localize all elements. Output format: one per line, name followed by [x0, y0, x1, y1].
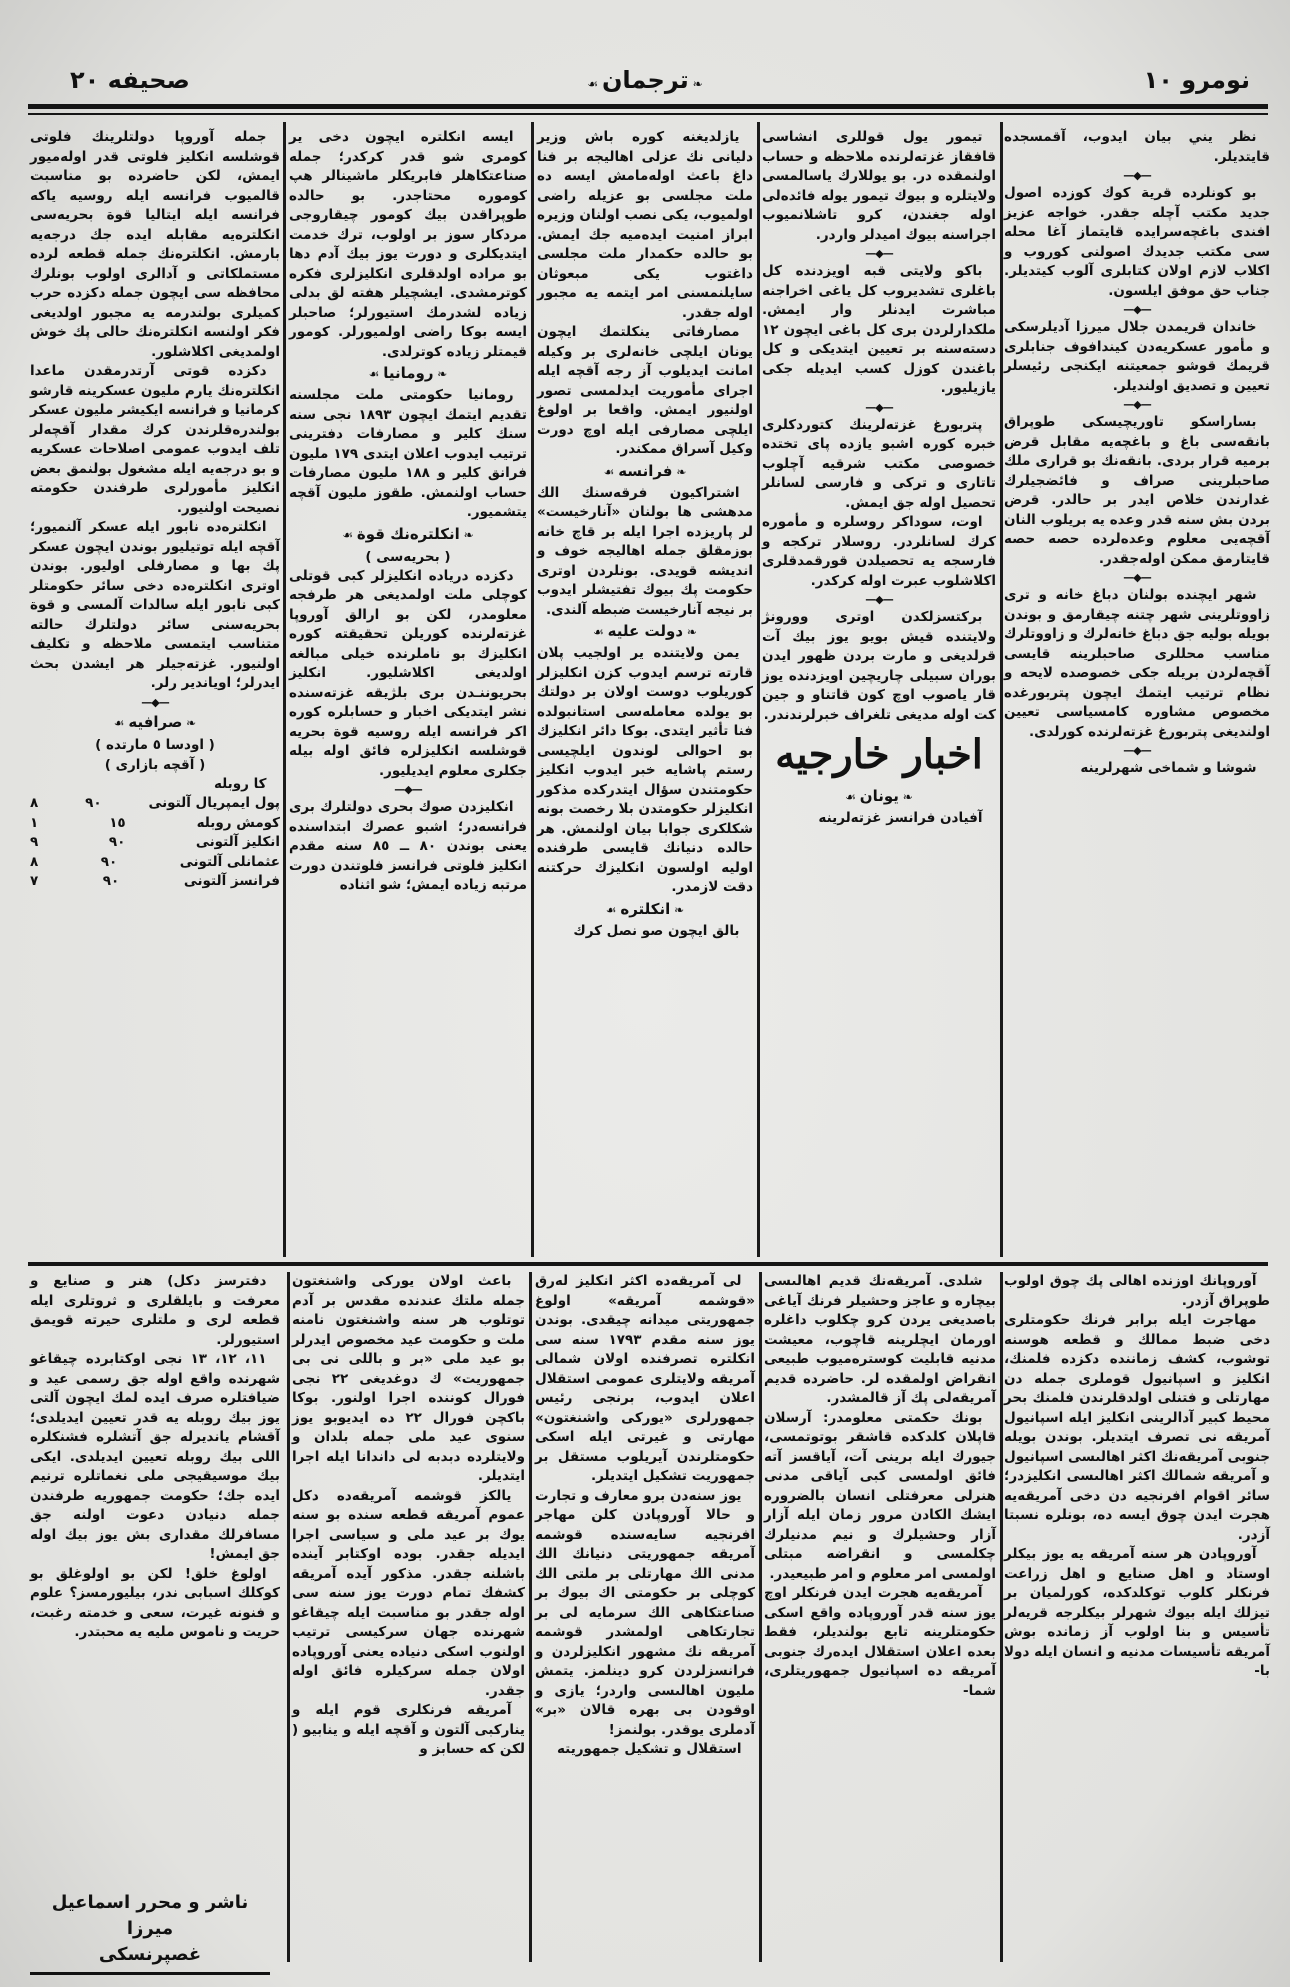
section-heading [762, 785, 996, 809]
separator-diamond-icon: —◆— [1123, 169, 1151, 182]
section-title: اخبار خارجيه [775, 731, 983, 778]
currency-name: عثمانلى آلتونى [179, 853, 280, 870]
ornament-icon: ☙ [605, 902, 621, 917]
paragraph: شهر ايچنده بولنان دباغ خانه و ترى زاووتلرينى شهر چتنه چيقارمق و بوندن بويله بوليه جق دباغ خانەلرك و زاووتلرك مناسب محللرى صاحبلرينه قايسى آقچەلردن بريله جكى خصوصده لايحه و نظام ترتيب ايتمك ايچون پتربورغده مخصوص مشاوره كامسياسى تعيين اولنديغى پتربورغ غزتەلرنده كورلدى. [1004, 587, 1270, 740]
section-subheading: ( بحريەسى ) [365, 548, 451, 565]
paragraph: رومانيا حكومتى ملت مجلسنه تقديم ايتمك ايچون ١٨٩٣ نجى سنه سنك كلير و مصارفات دفترينى ترتيب ايدوب اعلان ايتدى ١٧٩ مليون فرانق كلير و ١٨٨ مليون مصارفات حساب اولنمش. طقوز مليون آقچه يتشميور. [289, 387, 527, 520]
ornament-icon: ☙ [368, 367, 384, 381]
paragraph: آمريقەيه هجرت ايدن فرنكلر اوچ يوز سنه قدر آوروپاده واقع اسكى حكومتلرينه تابع بولنديلر، فقط بعده اعلان استقلال ايدەرك جنوبى آمريقه ده اسپانيول جمهوريتلرى، شما- [764, 1585, 996, 1699]
section-heading-text: رومانيا [383, 364, 434, 382]
section-heading [289, 523, 527, 547]
ornament-icon: ☙ [587, 77, 602, 91]
paragraph: جمله آوروپا دولتلرينك فلوتى قوشلسه انكليز فلوتى قدر اولەميور ايمش، لكن حاضرده بو مناسبت قالميوب فرانسه ايله روسيه ياكه فرانسه ايله ايتاليا قوة بحريەسى انكلترەيه مقابله ايده جك درجەيه بارمش. انكلترەنك جمله قطعه لرده مستملكاتى و آدالرى اولوب بونلرك محافظه سى ايچون جمله دكزده حرب كميلرى بولندرمه يه مجبور اولديغى فكر اولنسه انكلترەنك حالى پك خوش اولمديغى اكلاشلور. [30, 129, 280, 360]
article-column [537, 128, 753, 941]
paragraph: اوت، سوداكر روسلره و مأموره كرك لسانلردر. روسلار تركجه و فارسجه يه تحصيلدن قورقمدقلرى اكلاشلوب عبرت اوله كركدر. [762, 514, 996, 589]
paragraph: اشتراكيون فرقەسنك الك مدهشى ها بولنان «آنارخيست» لر پاريزده اجرا ايله بر قاچ خانه بوزمقلق جمله اهاليجه خوف و انديشه قويدى. بونلردن اوترى حكومت پك بيوك تفتيشلر ايدوب بر نيجه آنارخيست ضبطه آلندى. [537, 484, 753, 618]
signature-line-2: غصپرنسكى [98, 1944, 202, 1965]
paragraph: بالق ايچون صو نصل كرك [573, 922, 740, 939]
publisher-signature [30, 1890, 270, 1975]
article-column [30, 1272, 280, 1643]
exchange-rate-row [30, 872, 280, 892]
separator-diamond-icon: —◆— [1123, 398, 1151, 411]
separator-diamond-icon: —◆— [141, 695, 169, 709]
section-subheading: ( اودسا ٥ مارتده ) [95, 736, 215, 753]
currency-name: انكليز آلتونى [195, 834, 280, 850]
section-heading-text: فرانسه [618, 461, 673, 480]
currency-name: فرانسز آلتونى [183, 873, 280, 889]
ornament-icon: ☙ [342, 527, 357, 542]
rate-rubles: ٧ [30, 873, 39, 889]
rate-kopeks: ٩٠ [100, 853, 118, 870]
article-column [289, 128, 527, 896]
signature-rule [30, 1972, 270, 1975]
section-heading [30, 711, 280, 735]
article-column [292, 1272, 525, 1760]
paragraph: باكو ولايتى قبه اويزدنده كل باغلرى تشديروب كل ياغى اخراجنه مباشرت ايدنلر وار ايمش. ملكدارلردن برى كل باغى ايچون ١٢ دستەسنه بر تعيين ايتديكى و كل باغندن كوزل كسب ايديله جكى يازيليور. [762, 263, 996, 396]
paragraph: نظر يني بيان ايدوب، آقمسجده قايتديلر. [1004, 129, 1270, 165]
paragraph: شوشا و شماخى شهرلرينه [1080, 760, 1257, 776]
separator-diamond-icon: —◆— [1123, 303, 1151, 316]
rate-rubles: ٩ [30, 834, 39, 850]
paragraph: دفترسز دكل) هنر و صنايع و معرفت و بايلقلرى و ثروتلرى ايله قطعه لرى و ملتلرى حيرته قويمق استيورلر. [30, 1273, 280, 1348]
exchange-rate-row [30, 833, 280, 853]
paragraph: لى آمريقەده اكثر انكليز لەرق «قوشمه آمريقه» اولوغ جمهوريتى ميدانه چيقدى. بوندن يوز سنه مقدم ١٧٩٣ سنه سى انكلترە تصرفنده اولان شمالى آمريقه ولايتلرى عمومى استقلال اعلان ايدوب، برنجى رئيس جمهورلرى «يوركى واشنغتون» مهارتى و غيرتى ايله اسكى حكومتلرندن آيريلوب مستقل بر جمهوريت تشكيل ايتديلر. [535, 1273, 755, 1484]
masthead-title-text: ترجمان [601, 66, 689, 94]
page-number: صحيفه ٢٠ [70, 66, 190, 94]
paragraph: يمن ولايتنده ير اولجيب پلان قارته ترسم ايدوب كزن انكليزلر كوريلوب دوست اولان بر دولتك بو يولده معاملەسى استانبولده فنا تأثير ايتدى. بوكا دائر انكليزك بو احوالى لوندون ايلچيسى رستم پاشايه خبر ايدوب انكليز حكومتندن سؤال ايتدركده مذكور انكليزلر حكومتدن بلا رخصت بونه شكلكرى جوابا بيان اولنمش. هر حالده دنيانك قايسى طرفنده اوليه اولسون انكليزك حركتنه دقت لازمدر. [537, 645, 753, 895]
section-heading-text: يونان [859, 787, 899, 805]
paragraph: ايسه انكلتره ايچون دخى ير كومرى شو قدر كركدر؛ جمله صناعتكاهلر فابريكلر ماشينالر هپ كوموره محتاجدر. بو حالده طوپراقدن بيك كومور چيقاروجى مردكار سوز بر اولوب، ترك خدمت ايتديكلرى و دورت يوز بيك آدم دها بو مراده اولدقلرى انكليزلرى فكره كوترمشدى. ايشچيلر هفته لق بدلى زياده لشدرمك استيورلر؛ صاحبلر ايسه بوكا راضى اولميورلر. كومور قيمتلر زياده كوترلدى. [289, 129, 527, 360]
rate-kopeks: ٩٠ [102, 873, 120, 889]
masthead-title [0, 66, 1290, 106]
section-heading [537, 620, 753, 644]
paragraph: انكلترەده نابور ايله عسكر آلنميور؛ آقچه ايله توتيليور بوندن ايچون عسكر پك بها و مصارفلى اوليور. بوندن اوترى انكلترەده دخى سائر حكومتلر كبى نابور ايله سالدات آلمسى و قوة بحريەسنى سائر دولتلرك حالته متناسب ايتمسى ملاحظه و تكليف اولنيور. غزتەجيلر هر ايشدن بحث ايدرلر؛ اوياندير رلر. [30, 519, 280, 691]
rate-kopeks: ٩٠ [108, 834, 126, 850]
paragraph: آوروپادن هر سنه آمريقه يه يوز بيكلر اوستاد و اهل صنايع و اهل زراعت فرنكلر كلوب توكلدكده، كورلميان بر تيزلك ايله بيوك شهرلر بيكلرجه قريەلر تأسيس و بنا اولوب آز زمانده بوش آمريقه تأسيسات مدنيه و انسان ايله دولا با- [1004, 1546, 1270, 1679]
column-divider [283, 122, 286, 1257]
separator-diamond-icon: —◆— [865, 593, 893, 606]
currency-name: كومش روبله [196, 814, 280, 831]
paragraph: يوز سنەدن برو معارف و تجارت و حالا آوروپادن كلن مهاجر افرنجيه سايەسنده قوشمه آمريقه جمهوريتى دنيانك الك مدنى الك مهارتلى بر ملتى الك كوچلى بر حكومتى اك بيوك بر صناعتكاهى الك سرمايه لى بر تجارتكاهى اولمشدر قوشمه آمريقه نك مشهور انكليزلردن و فرانسزلردن كرو دينلمز. يتمش مليون اهالىسى واردر؛ يازى و اوقودن بى بهره قالان «بر» آدملرى يوقدر. بولنمز! [535, 1487, 755, 1738]
paragraph: آفيادن فرانسز غزتەلرينه [818, 810, 983, 826]
paragraph: كا روبله [213, 775, 267, 792]
signature-line-1: ناشر و محرر اسماعيل ميرزا [51, 1892, 249, 1939]
ornament-icon: ☙ [593, 625, 608, 639]
rate-kopeks: ١٥ [109, 814, 126, 831]
ornament-icon: ☙ [113, 715, 129, 730]
ornament-icon: ❧ [182, 715, 197, 730]
paragraph: ١١، ١٢، ١٣ نجى اوكتابرده چيقاغو شهرنده واقع اوله جق رسمى عيد و ضيافتلره صرف ايده لمك ايچون آلتى يوز بيك روبله يه قدر تعيين ايديلدى؛ آقشام يانديرله جق آتشلره فشنكلره اللى بيك روبله تعيين ايديلدى. ايكى بيك موسيقيجى ملى نغماتلره ترنيم ايده جك؛ حكومت جمهوريه طرفندن جمله دنيادن دعوت اولنه جق مسافرلك مقدارى بش يوز بيك اوله جق ايمش! [30, 1351, 280, 1562]
header-rule-bottom [28, 113, 1268, 115]
separator-diamond-icon: —◆— [1123, 571, 1151, 584]
ornament-icon: ❧ [683, 625, 697, 639]
paragraph: مهاجرت ايله برابر فرنك حكومتلرى دخى ضبط ممالك و قطعه هوسنه توشوب، كشف زماننده دكزده فلمنك، انكليز و اسپانيول قوملرى جمله دن مهارتلى و فتنلى اولدقلرندن فلمنك بحر محيط كبير آدالرينى انكليز ايله اسپانيول آمريقه نى تصرف ايتديلر. بوندن بويله جنوبى آمريقەنك اكثر اهالىسى اسپانيول و آمريقه شمالك اكثر اهالىسى انكليزدر؛ سائر اقوام افرنجيه دن دخى آمريقەيه هجرت ايدن چوق ايسه ده، بونلره نسبتا آزدر. [1004, 1312, 1270, 1543]
paragraph: بساراسكو تاوريچيسكى طوپراق بانقەسى باغ و باغچەيە مقابل قرض برميه قرار بردى. بانقەنك بو قرارى ملك صاحبلرينى صراف و فائضجيلرك غدارندن خلاص ايدر بر حالدر. قرض بردن بش سنه قدر وعده يه بريلوب النان آقچەيى معلوم وعدەلرده حصه حصه قايتارمق ممكن اولەجقدر. [1004, 414, 1270, 567]
header-rule-top [28, 104, 1268, 109]
ornament-icon: ❧ [898, 790, 913, 804]
column-divider [1000, 122, 1003, 1257]
article-column [762, 128, 996, 829]
separator-diamond-icon: —◆— [394, 783, 422, 796]
section-heading [537, 460, 753, 484]
column-divider [287, 1272, 290, 1962]
paragraph: بو كونلرده قرية كوك كوزده اصول جديد مكتب آچله جقدر. خواجه عزيز افندى باغچەسرايده قايتماز آغا محله سى مكتب جديدك اصولنى كوروب و اكلاب لازم اولان كتابلرى آلوب كيتديلر. جناب حق موفق ايلسون. [1004, 185, 1270, 299]
article-column [764, 1272, 996, 1701]
ornament-icon: ☙ [845, 790, 860, 804]
paragraph: آمريقه فرنكلرى قوم ايله و يناركبى آلتون و آقچه ايله و ينابيو ( لكن كه حسابز و [292, 1702, 525, 1757]
separator-diamond-icon: —◆— [865, 400, 893, 414]
section-heading-text: انكلترەنك قوة [356, 524, 460, 543]
paragraph: تيمور يول قوللرى انشاسى قافقاز غزتەلرنده ملاحظه و حساب اولنمقده در. بو يوللارك ياسالمسى ولايتلره و بيوك تيمور يوله فائدەلى اوله جغندن، كرو تاشلانميوب اجراسنه بيوك اميدلر واردر. [762, 129, 996, 243]
ornament-icon: ❧ [670, 902, 685, 917]
paragraph: باعث اولان يوركى واشنغتون جمله ملتك عندنده مقدس بر آدم توتلوب هر سنه واشنغتون نامنه ملت و حكومت عيد مخصوص ايدرلر بو عيد ملى «بر و باللى نى بى جمهوريت» ك دوغديغى ٢٢ نجى فورال كوننده اجرا اولنور. بوكا باكچن فورال ٢٢ ده ايديوبو يوز سنوى عيد ملى جمله بلدان و ولايتلرده دبدبه لى داندانا ايله اجرا ايتديلر. [292, 1273, 525, 1484]
section-heading-text: صرافيه [128, 712, 183, 731]
paragraph: يازلديغنه كوره باش وزير دليانى نك عزلى اهاليجه بر فنا داغ باعث اولەمامش ايسه ده ملت مجلسى بو عزيله راضى اولميوب، يكى نصب اولنان وزيره ابراز امنيت ايدەميه جك ايمش. بو حالده حكمدار ملت مجلسى داغتوب يكى مبعوثان سايلنمسنى امر ايتمه يه مجبور اوله جقدر. [537, 129, 753, 321]
paragraph: انكليزدن صوك بحرى دولتلرك برى فرانسەدر؛ اشبو عصرك ابتداسنده يعنى بوندن ٨٠ ــ ٨٥ سنه مقدم انكليز فلوتى فرانسز فلوتندن دورت مرتبه زياده ايمش؛ شو اثناده [289, 799, 527, 893]
issue-number: نومرو ١٠ [1143, 66, 1250, 94]
ornament-icon: ☙ [603, 464, 619, 479]
section-subheading: ( آقچه بازارى ) [104, 756, 206, 773]
exchange-rate-row [30, 853, 280, 873]
column-divider [531, 122, 534, 1257]
paragraph: پتربورغ غزتەلرينك كتوردكلرى خبره كوره اشبو يازده پاى تختده خصوصى مكتب شرقيه آچلوب تاتارى و تركى و فارسى لسانلر تحصيل اوله جق ايمش. [762, 416, 996, 511]
rate-rubles: ٨ [30, 853, 39, 870]
column-divider [759, 1272, 762, 1962]
separator-diamond-icon: —◆— [865, 247, 893, 260]
rate-kopeks: ٩٠ [85, 795, 102, 811]
column-divider [1000, 1272, 1003, 1962]
paragraph: بونك حكمتى معلومدر: آرسلان قاپلان كلدكده قاشقر بوتوتمسى، جيورك ايله برينى آت، آياقسز آته فائق اولمسى كبى آياقى مدنى هنرلى معرفتلى انسان بالضروره ايشك الكادن مرور زمان ايله آزار آزار وحشيلرك و نيم مدنيلرك چكلمسى و انقراضه مبتلى اولمسى امر معلوم و امر طبيعيدر. [764, 1409, 996, 1582]
column-divider [757, 122, 760, 1257]
paragraph: اولوغ خلق! لكن بو اولوغلق بو كوكلك اسبابى ندر، بيليورمسز؟ علوم و فنونه غيرت، سعى و خدمته رغبت، حريت و ناموس مليه يه محبتدر. [30, 1565, 280, 1640]
paragraph: بركتسزلكدن اوترى وورونژ ولايتنده قيش بويو يوز بيك آت قرلديغى و مارت بردن ظهور ايدن بوران سبيلى چاريچين اويزدنده يوز قار ياصوب اوچ كون قاتناو و جين كت اوله مديغى تلغراف خبرلرندندر. [762, 609, 996, 723]
section-heading [537, 898, 753, 922]
section-heading [289, 362, 527, 386]
section-heading-text: انكلتره [620, 899, 671, 918]
article-column [1004, 1272, 1270, 1682]
rate-rubles: ٨ [30, 795, 39, 811]
exchange-rate-row [30, 814, 280, 834]
article-column [1004, 128, 1270, 779]
ornament-icon: ❧ [688, 77, 703, 91]
paragraph: يالكز قوشمه آمريقەده دكل عموم آمريقه قطعه سنده بو سنه يوك بر عيد ملى و سياسى اجرا ايديله جقدر. بوده اوكتابر آينده باشلنه جقدر. مذكور آيده آمريقه كشفك تمام دورت يوز سنه سى اوله جقدر بو مناسبت ايله چيقاغو شهرنده جهان سركيسى ترتيب اولنوب اسكى دنياده يعنى آوروپاده اولان جمله سركيلره فائق اوله جقدر. [292, 1487, 525, 1699]
separator-diamond-icon: —◆— [1123, 744, 1151, 757]
paragraph: دكزده قوتى آرتدرمقدن ماعدا انكلترەنك يارم مليون عسكرينه قارشو كرمانيا و فرانسه ايكيشر مليون عسكر بولندرەقلرندن كرك مقدار آقچەلر تلف ايدوب عمومى اصلاحات عسكريه و بو درجەيه ايله مشغول بولنمق بعض انكليز مأمورلرى طرفندن حكومته نصيحت اولنيور. [30, 363, 280, 516]
rate-rubles: ١ [30, 814, 39, 831]
paragraph: خاندان قريمدن جلال ميرزا آديلرسكى و مأمور عسكريەدن كيندافوف جنابلرى قريمك قوشو جمعيتنه ايكنجى رئيسلر تعيين و تصديق اولنديلر. [1004, 319, 1270, 394]
article-column [30, 128, 280, 892]
paragraph: استقلال و تشكيل جمهوريته [557, 1741, 742, 1757]
ornament-icon: ❧ [459, 527, 474, 542]
section-rule [28, 1262, 1268, 1266]
article-column [535, 1272, 755, 1760]
exchange-rate-row [30, 794, 280, 814]
ornament-icon: ❧ [433, 367, 448, 381]
ornament-icon: ❧ [672, 464, 687, 479]
paragraph: شلدى. آمريقەنك قديم اهالىسى بيچاره و عاجز وحشيلر فرنك آياغى باصديغى يردن كرو چكلوب داغلره اورمان ايچلرينه قاچوب، معيشت مدنيه قابليت كوسترەميوب طبيعى انقراض اولمقده لر. حاضرده قديم آمريقەلى پك آز قالمشدر. [764, 1273, 996, 1406]
column-divider [529, 1272, 532, 1962]
paragraph: مصارفاتى ينكلتمك ايچون يونان ايلچى خانەلرى بر وكيله امانت ايديلوب آز رجه آقچه ايله اجراى مأموريت ايدلمسى تصور اولنيور ايمش. واقعا بر اولوغ ايلچى مصارفى ايله اوچ دورت وكيل آسراق ممكندر. [537, 324, 753, 457]
currency-name: پول ايمپريال آلتونى [148, 795, 280, 811]
paragraph: آوروپانك اوزنده اهالى پك چوق اولوب طوپراق آزدر. [1004, 1273, 1270, 1309]
paragraph: دكزده درياده انكليزلر كبى قوتلى كوچلى ملت اولمديغى هر طرفجه معلومدر، لكن بو ارالق آوروپا غزتەلرنده كوريلن تحقيقته كوره انكليزك بو ناملرنده خيلى مبالغه اولديغى اكلاشليور. انكليز بحريوننـدن برى بلژيقه غزتەسنده نشر ايتديكى اخبار و حسابلره كوره اكر فرانسه ايله روسيه قوة بحريه قوشلسه انكليزلره فائق اوله بيله جكلرى معلوم ايديليور. [289, 567, 527, 779]
section-heading-text: دولت عليه [607, 622, 684, 640]
